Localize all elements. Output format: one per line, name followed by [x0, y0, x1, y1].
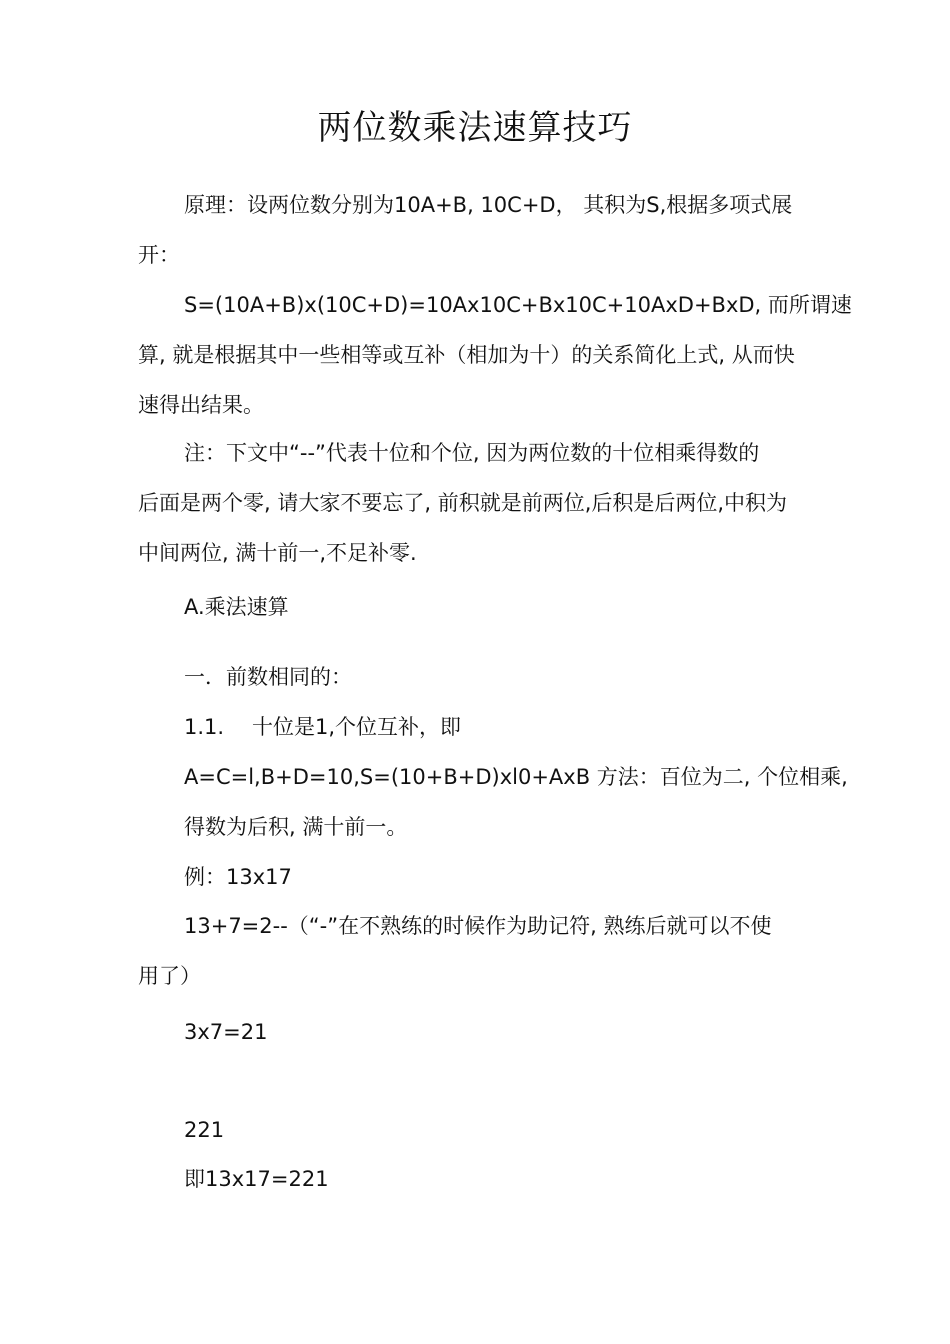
principle-line-1: 原理：设两位数分别为10A+B, 10C+D， 其积为S,根据多项式展	[184, 193, 793, 217]
case-heading	[184, 712, 461, 742]
section-heading-a: A.乘法速算	[184, 595, 289, 619]
note-line-1: 注：下文中“--”代表十位和个位, 因为两位数的十位相乘得数的	[184, 441, 760, 465]
case-number: 1.1.	[184, 715, 225, 739]
step-line-1a: 13+7=2--（“-”在不熟练的时候作为助记符, 熟练后就可以不使	[184, 914, 772, 938]
step-line-1b: 用了）	[138, 964, 201, 988]
case-text: 十位是1,个位互补，即	[252, 715, 462, 739]
note-line-2: 后面是两个零, 请大家不要忘了, 前积就是前两位,后积是后两位,中积为	[138, 491, 788, 515]
formula-line-1: S=(10A+B)x(10C+D)=10Ax10C+Bx10C+10AxD+BxD, 而所谓速	[184, 293, 852, 317]
example-label: 例：13x17	[184, 865, 292, 889]
step-line-3: 221	[184, 1118, 225, 1142]
principle-line-2: 开：	[138, 243, 180, 267]
step-line-2: 3x7=21	[184, 1020, 268, 1044]
formula-line-2: 算, 就是根据其中一些相等或互补（相加为十）的关系简化上式, 从而快	[138, 343, 795, 367]
case-formula-line-1: A=C=l,B+D=10,S=(10+B+D)xl0+AxB 方法：百位为二, 个位相乘,	[184, 765, 848, 789]
formula-line-3: 速得出结果。	[138, 393, 264, 417]
result-line: 即13x17=221	[184, 1167, 329, 1191]
case-formula-line-2: 得数为后积, 满十前一。	[184, 815, 408, 839]
page-title: 两位数乘法速算技巧	[317, 108, 633, 148]
subsection-heading-1: 一．前数相同的：	[184, 665, 352, 689]
note-line-3: 中间两位, 满十前一,不足补零.	[138, 541, 417, 565]
